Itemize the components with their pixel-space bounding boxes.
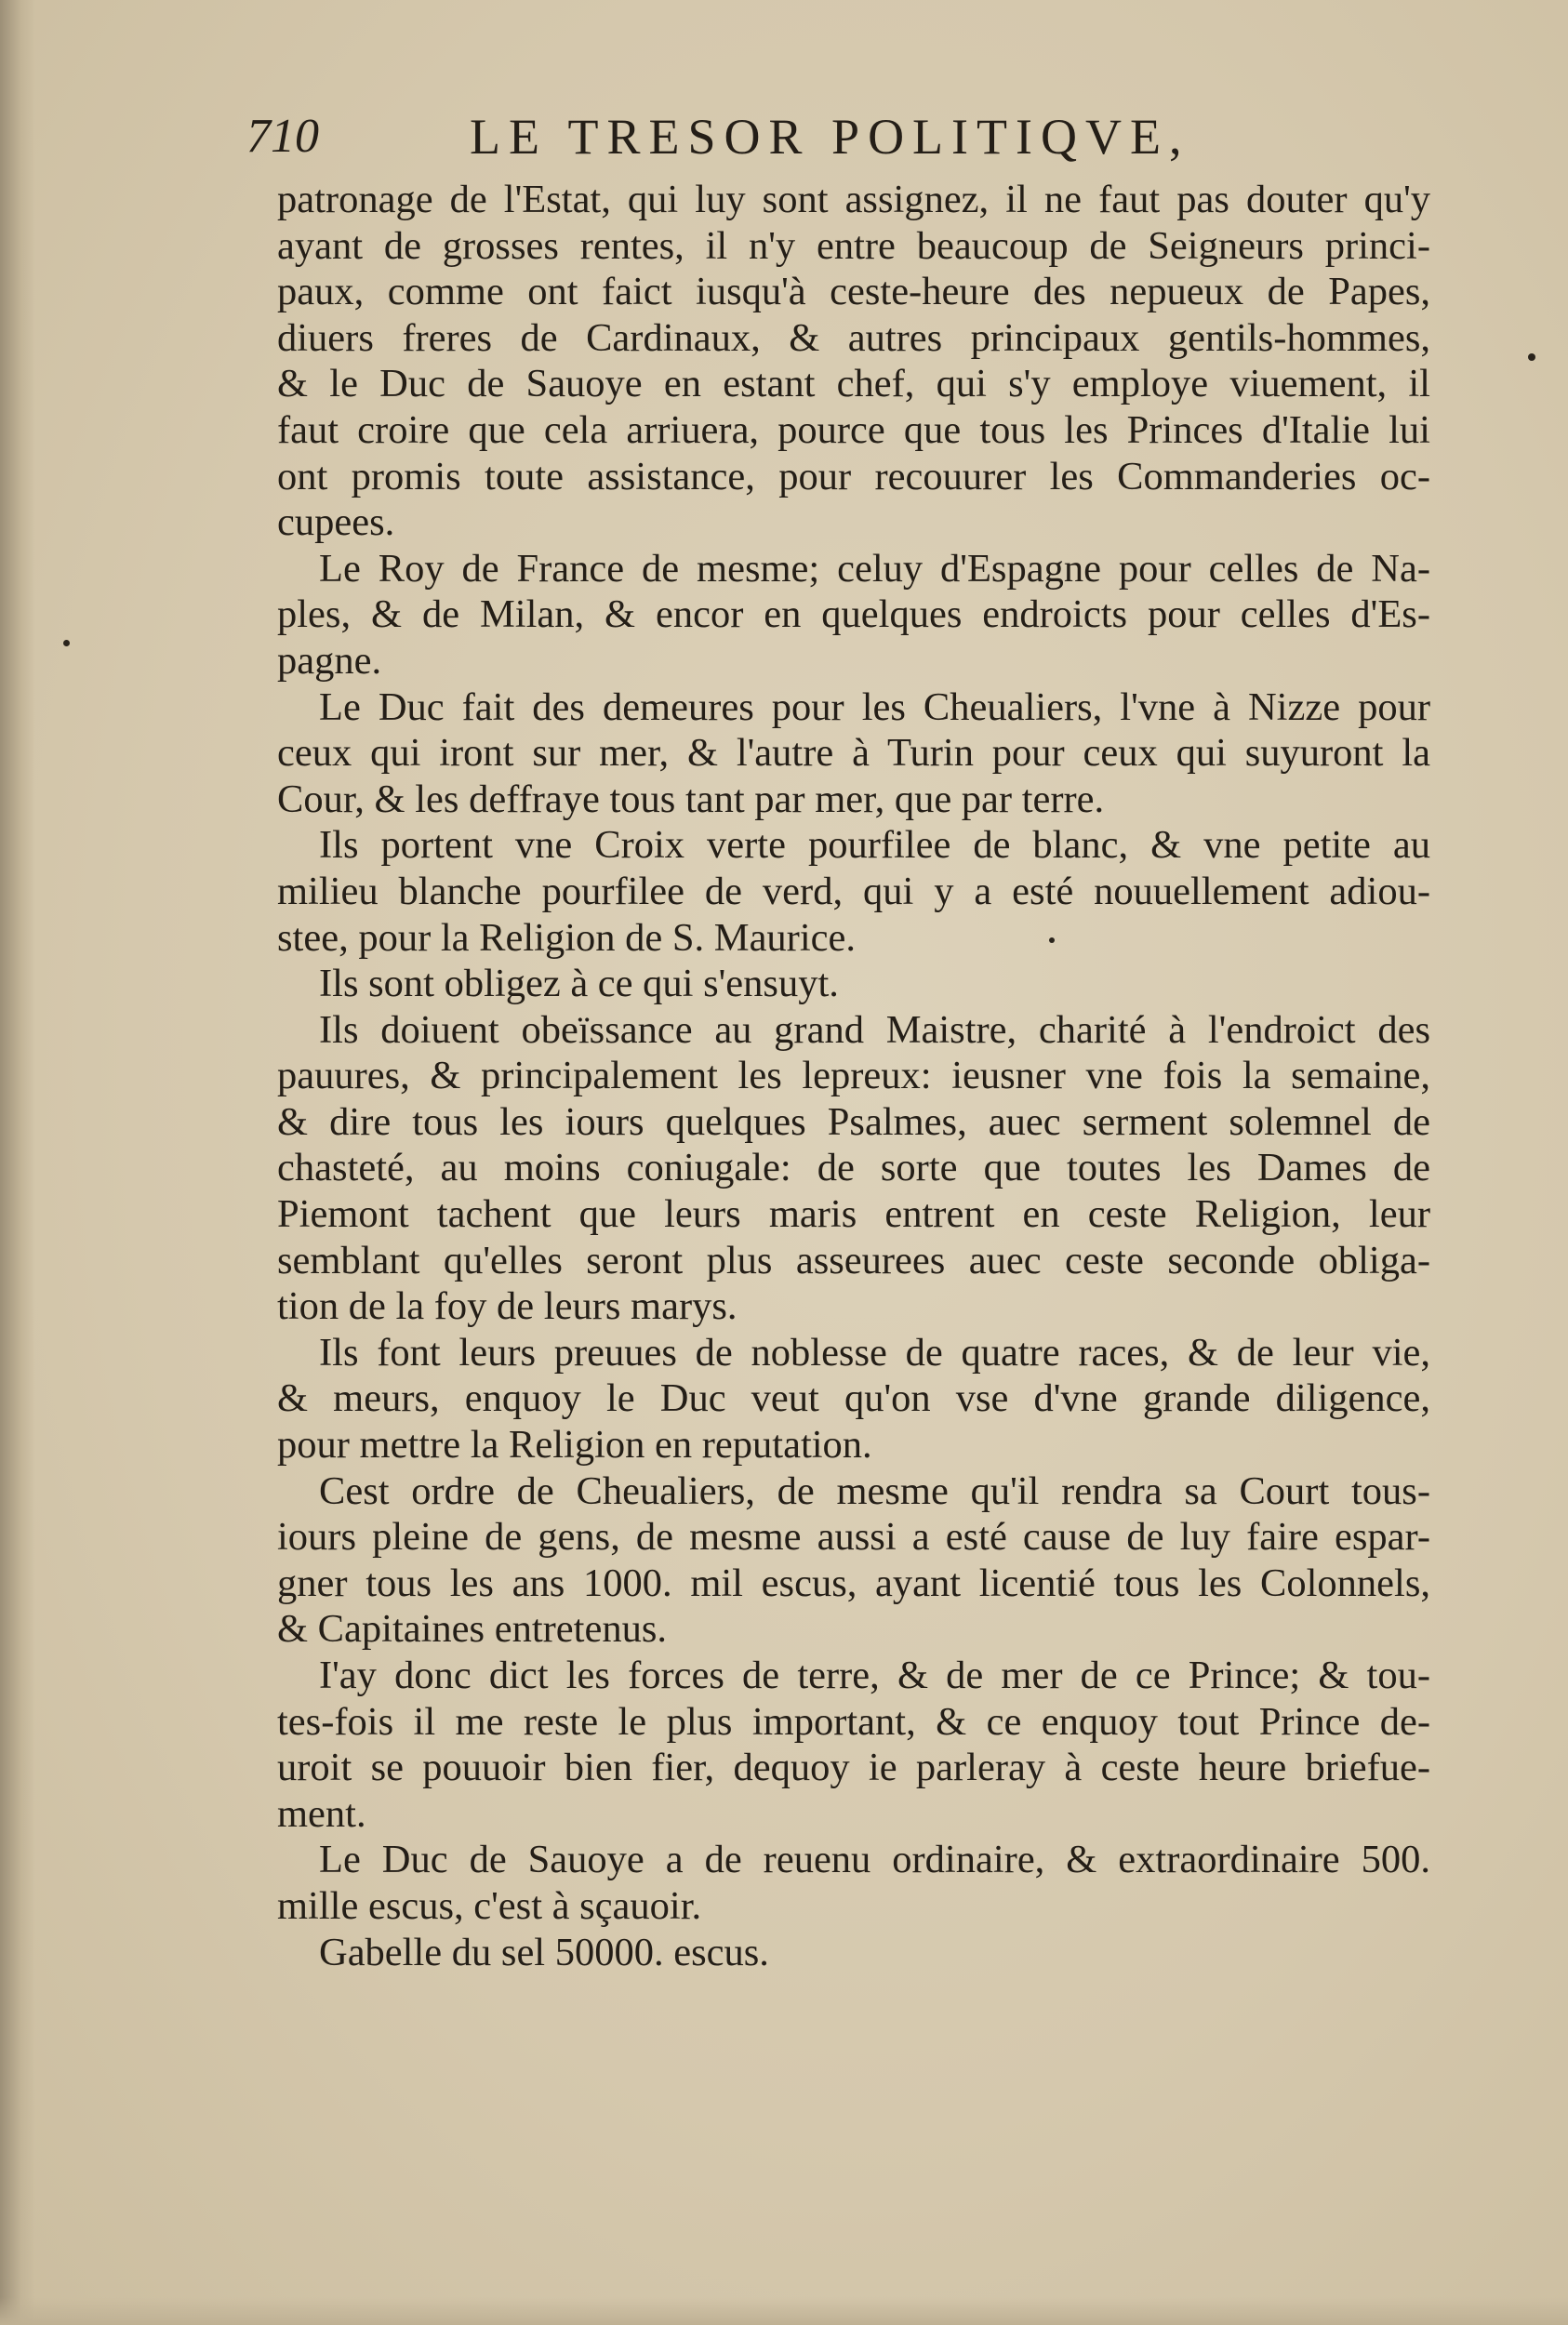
page-bottom-shadow [0,2297,1568,2325]
text-line: pagne. [277,638,382,683]
text-line: pour mettre la Religion en reputation. [277,1423,872,1468]
text-line: & dire tous les iours quelques Psalmes, auec serment solemnel de [277,1099,1430,1144]
text-line: I'ay donc dict les forces de terre, & de mer de ce Prince; & tou- [319,1654,1430,1697]
text-line: ples, & de Milan, & encor en quelques endroicts pour celles d'Es- [277,592,1430,637]
text-line: & le Duc de Sauoye en estant chef, qui s'y employe viuement, il [277,362,1430,406]
text-line: milieu blanche pourfilee de verd, qui y a esté nouuellement adiou- [277,869,1430,913]
text-line: mille escus, c'est à sçauoir. [277,1883,702,1928]
text-line: semblant qu'elles seront plus asseurees auec ceste seconde obliga- [277,1238,1430,1282]
text-line: ayant de grosses rentes, il n'y entre beaucoup de Seigneurs princi- [277,223,1430,268]
ink-speck [1528,353,1535,361]
ink-speck [63,640,70,646]
text-line: gner tous les ans 1000. mil escus, ayant licentié tous les Colonnels, [277,1561,1430,1605]
running-head [246,104,1269,169]
text-line: Cour, & les deffraye tous tant par mer, que par terre. [277,777,1105,821]
text-line: Gabelle du sel 50000. escus. [319,1930,769,1974]
text-line: tion de la foy de leurs marys. [277,1284,737,1329]
text-line: Le Roy de France de mesme; celuy d'Espagne pour celles de Na- [319,546,1430,591]
body-text [277,177,1430,1975]
text-line: Cest ordre de Cheualiers, de mesme qu'il rendra sa Court tous- [319,1468,1430,1513]
text-line: ceux qui iront sur mer, & l'autre à Turin pour ceux qui suyuront la [277,731,1430,776]
text-line: stee, pour la Religion de S. Maurice. [277,915,856,960]
text-line: diuers freres de Cardinaux, & autres principaux gentils-hommes, [277,315,1430,360]
text-line: Ils portent vne Croix verte pourfilee de blanc, & vne petite au [319,823,1430,868]
text-line: patronage de l'Estat, qui luy sont assignez, il ne faut pas douter qu'y [277,178,1430,221]
running-title: LE TRESOR POLITIQVE, [470,109,1190,165]
page-gutter-shadow [0,0,35,2325]
text-line: pauures, & principalement les lepreux: ieusner vne fois la semaine, [277,1054,1430,1098]
text-line: ment. [277,1791,366,1836]
ink-speck [1049,937,1055,943]
text-line: & Capitaines entretenus. [277,1607,667,1652]
text-line: Le Duc de Sauoye a de reuenu ordinaire, & extraordinaire 500. [319,1838,1430,1882]
text-line: tes-fois il me reste le plus important, & ce enquoy tout Prince de- [277,1699,1430,1744]
text-line: faut croire que cela arriuera, pource que tous les Princes d'Italie lui [277,407,1430,452]
text-line: Ils font leurs preuues de noblesse de quatre races, & de leur vie, [319,1330,1430,1375]
page-number: 710 [246,110,319,163]
text-line: cupees. [277,500,395,545]
text-line: Le Duc fait des demeures pour les Cheualiers, l'vne à Nizze pour [319,684,1430,729]
text-line: uroit se pouuoir bien fier, dequoy ie parleray à ceste heure briefue- [277,1746,1430,1790]
text-line: Piemont tachent que leurs maris entrent en ceste Religion, leur [277,1192,1430,1237]
text-line: ont promis toute assistance, pour recouurer les Commanderies oc- [277,454,1430,498]
text-line: Ils doiuent obeïssance au grand Maistre, charité à l'endroict des [319,1007,1430,1052]
text-line: paux, comme ont faict iusqu'à ceste-heure des nepueux de Papes, [277,270,1430,314]
text-line: & meurs, enquoy le Duc veut qu'on vse d'vne grande diligence, [277,1376,1430,1421]
text-line: Ils sont obligez à ce qui s'ensuyt. [319,962,839,1006]
text-line: iours pleine de gens, de mesme aussi a esté cause de luy faire espar- [277,1515,1430,1560]
text-line: chasteté, au moins coniugale: de sorte que toutes les Dames de [277,1146,1430,1190]
